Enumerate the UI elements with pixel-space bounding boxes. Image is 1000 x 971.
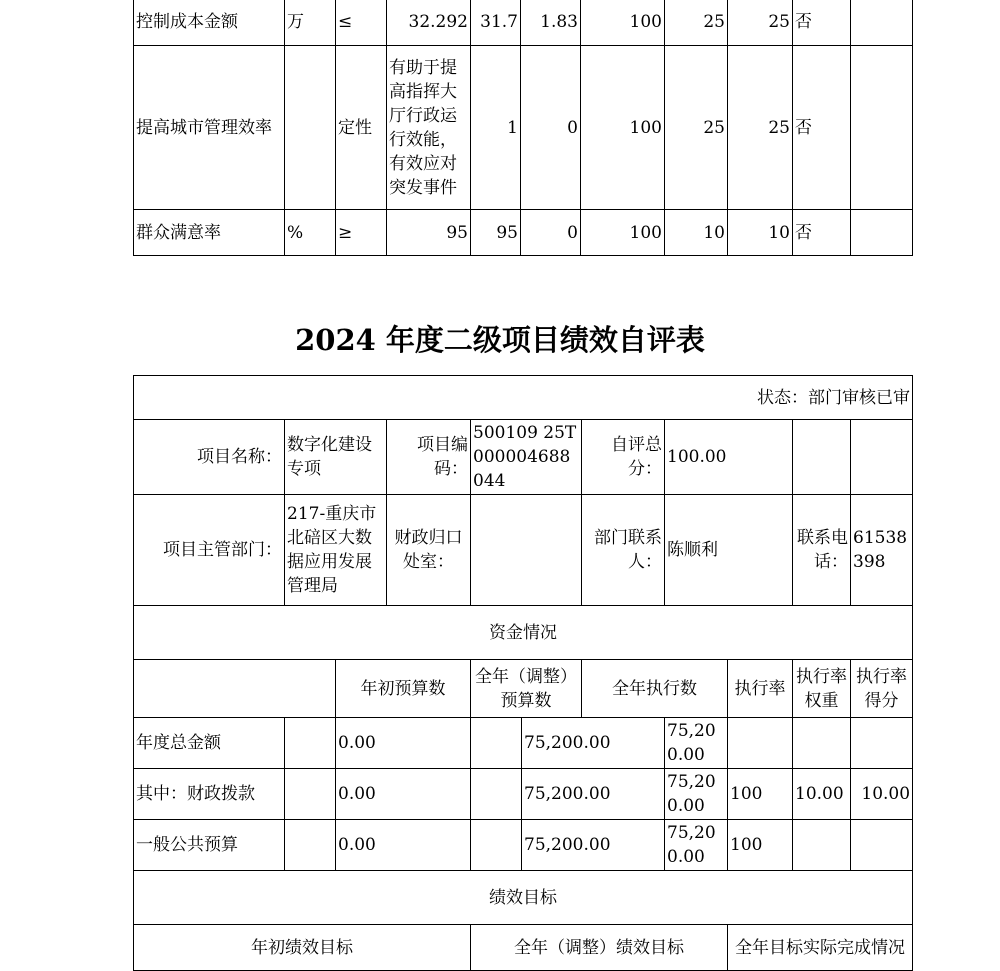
empty-cell	[285, 718, 336, 769]
fund-executed: 75,200.00	[665, 718, 728, 769]
indicator-unit: 万	[285, 0, 336, 46]
empty-cell	[471, 718, 522, 769]
project-code-label: 项目编码：	[387, 420, 471, 495]
table-row	[134, 606, 913, 660]
contact-value: 陈顺利	[665, 495, 793, 606]
dept-value: 217-重庆市北碚区大数据应用发展管理局	[285, 495, 387, 606]
empty-cell	[285, 820, 336, 871]
indicator-deviation: 0	[521, 210, 581, 256]
empty-cell	[471, 769, 522, 820]
finance-value	[471, 495, 582, 606]
table-row	[134, 46, 913, 210]
indicator-operator: ≤	[336, 0, 387, 46]
fund-executed: 75,200.00	[665, 769, 728, 820]
indicator-flag: 否	[793, 46, 851, 210]
table-row	[134, 660, 913, 718]
fund-score	[851, 820, 913, 871]
indicator-score: 25	[728, 0, 793, 46]
table-row	[134, 495, 913, 606]
fund-adjusted: 75,200.00	[522, 718, 665, 769]
fund-label: 年度总金额	[134, 718, 285, 769]
indicator-deviation: 0	[521, 46, 581, 210]
indicator-unit: %	[285, 210, 336, 256]
project-name: 数字化建设专项	[285, 420, 387, 495]
fund-weight	[793, 718, 851, 769]
fund-adjusted: 75,200.00	[522, 820, 665, 871]
indicator-extra	[851, 210, 913, 256]
table-row	[134, 769, 913, 820]
indicator-name: 控制成本金额	[134, 0, 285, 46]
goal-actual-header: 全年目标实际完成情况	[728, 925, 913, 971]
indicator-actual: 1	[471, 46, 521, 210]
phone-label: 联系电话：	[793, 495, 851, 606]
indicator-extra	[851, 46, 913, 210]
indicator-weight: 25	[665, 0, 728, 46]
self-score-label: 自评总分：	[582, 420, 665, 495]
fund-label: 一般公共预算	[134, 820, 285, 871]
indicator-name: 群众满意率	[134, 210, 285, 256]
evaluation-form	[133, 375, 913, 971]
fund-score: 10.00	[851, 769, 913, 820]
col-rate-weight: 执行率权重	[793, 660, 851, 718]
indicator-unit	[285, 46, 336, 210]
funds-header: 资金情况	[134, 606, 913, 660]
project-name-label: 项目名称：	[134, 420, 285, 495]
indicator-actual: 95	[471, 210, 521, 256]
col-rate-score: 执行率得分	[851, 660, 913, 718]
fund-label: 其中：财政拨款	[134, 769, 285, 820]
page-title: 2024 年度二级项目绩效自评表	[295, 323, 705, 357]
indicator-target: 95	[387, 210, 471, 256]
indicator-flag: 否	[793, 0, 851, 46]
indicator-table	[133, 0, 913, 256]
table-row	[134, 420, 913, 495]
table-row	[134, 0, 913, 46]
goal-initial-header: 年初绩效目标	[134, 925, 471, 971]
col-adjusted: 全年（调整）预算数	[471, 660, 582, 718]
self-score: 100.00	[665, 420, 793, 495]
status-badge: 状态：部门审核已审	[134, 376, 913, 420]
table-row	[134, 925, 913, 971]
indicator-score: 10	[728, 210, 793, 256]
indicator-deviation: 1.83	[521, 0, 581, 46]
dept-label: 项目主管部门：	[134, 495, 285, 606]
table-row	[134, 210, 913, 256]
indicator-operator: 定性	[336, 46, 387, 210]
fund-initial: 0.00	[336, 820, 471, 871]
table-row	[134, 376, 913, 420]
project-code: 500109 25T000004688044	[471, 420, 582, 495]
indicator-score: 25	[728, 46, 793, 210]
indicator-name: 提高城市管理效率	[134, 46, 285, 210]
indicator-weight: 10	[665, 210, 728, 256]
col-executed: 全年执行数	[582, 660, 728, 718]
fund-score	[851, 718, 913, 769]
fund-rate: 100	[728, 769, 793, 820]
indicator-full: 100	[581, 46, 665, 210]
indicator-weight: 25	[665, 46, 728, 210]
fund-rate	[728, 718, 793, 769]
table-row	[134, 718, 913, 769]
fund-weight	[793, 820, 851, 871]
fund-rate: 100	[728, 820, 793, 871]
finance-label: 财政归口处室：	[387, 495, 471, 606]
goals-header: 绩效目标	[134, 871, 913, 925]
indicator-flag: 否	[793, 210, 851, 256]
fund-adjusted: 75,200.00	[522, 769, 665, 820]
indicator-extra	[851, 0, 913, 46]
fund-initial: 0.00	[336, 718, 471, 769]
contact-label: 部门联系人：	[582, 495, 665, 606]
indicator-target: 32.292	[387, 0, 471, 46]
indicator-operator: ≥	[336, 210, 387, 256]
empty-cell	[851, 420, 913, 495]
col-rate: 执行率	[728, 660, 793, 718]
table-row	[134, 820, 913, 871]
table-row	[134, 871, 913, 925]
col-initial: 年初预算数	[336, 660, 471, 718]
goal-adjusted-header: 全年（调整）绩效目标	[471, 925, 728, 971]
fund-executed: 75,200.00	[665, 820, 728, 871]
indicator-full: 100	[581, 210, 665, 256]
empty-cell	[285, 769, 336, 820]
empty-cell	[793, 420, 851, 495]
empty-cell	[134, 660, 336, 718]
indicator-target: 有助于提高指挥大厅行政运行效能，有效应对突发事件	[387, 46, 471, 210]
indicator-actual: 31.7	[471, 0, 521, 46]
phone-value: 61538398	[851, 495, 913, 606]
empty-cell	[471, 820, 522, 871]
indicator-full: 100	[581, 0, 665, 46]
fund-weight: 10.00	[793, 769, 851, 820]
fund-initial: 0.00	[336, 769, 471, 820]
